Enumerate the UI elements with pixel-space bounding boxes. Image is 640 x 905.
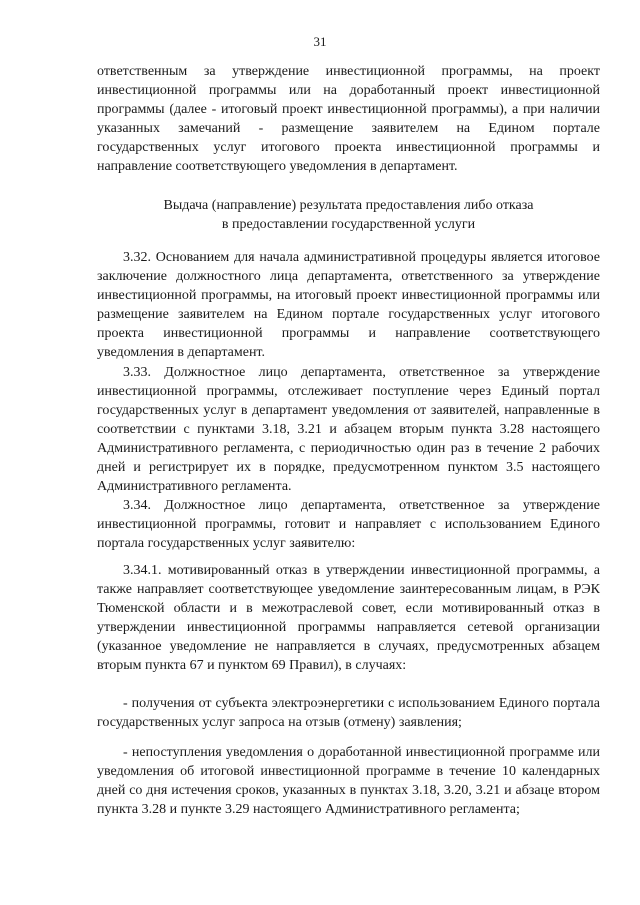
section-heading: [97, 196, 600, 234]
section-heading-line-2: в предоставлении государственной услуги: [221, 217, 476, 232]
paragraph-3-34: 3.34. Должностное лицо департамента, ответственное за утверждение инвестиционной программы, готовит и направляет с использованием Единого портала государственных услуг заявителю:: [97, 498, 600, 551]
paragraph-3-32: 3.32. Основанием для начала административной процедуры является итоговое заключение должностного лица департамента, ответственного за утверждение инвестиционной программы, на итоговый проект инвестиционной программы или размещение заявителем на Едином портале государственных услуг итогового проекта инвестиционной программы и направление соответствующего уведомления в департамент.: [97, 250, 600, 360]
paragraph-bullet-1: - получения от субъекта электроэнергетики с использованием Единого портала государственных услуг запроса на отзыв (отмену) заявления;: [97, 696, 600, 730]
section-heading-line-1: Выдача (направление) результата предоставления либо отказа: [163, 198, 534, 213]
paragraph-3-34-1: 3.34.1. мотивированный отказ в утверждении инвестиционной программы, а также направляет соответствующее уведомление заинтересованным лицам, в РЭК Тюменской области и в межотраслевой совет, если мотивированный отказ в утверждении инвестиционной программы направляется сетевой организации (указанное уведомление не направляется в случаях, предусмотренных абзацем вторым пункта 67 и пунктом 69 Правил), в случаях:: [97, 563, 600, 673]
paragraph-bullet-2: - непоступления уведомления о доработанной инвестиционной программе или уведомления об итоговой инвестиционной программе в течение 10 календарных дней со дня истечения сроков, указанных в пунктах 3.18, 3.20, 3.21 и абзаце втором пункта 3.28 и пункте 3.29 настоящего Административного регламента;: [97, 745, 600, 817]
page-number: 31: [313, 34, 327, 49]
paragraph-intro: ответственным за утверждение инвестиционной программы, на проект инвестиционной программы или на доработанный проект инвестиционной программы (далее - итоговый проект инвестиционной программы), а при наличии указанных замечаний - размещение заявителем на Едином портале государственных услуг итогового проекта инвестиционной программы и направление соответствующего уведомления в департамент.: [97, 64, 600, 174]
paragraph-3-33: 3.33. Должностное лицо департамента, ответственное за утверждение инвестиционной программы, отслеживает поступление через Единый портал государственных услуг в департамент уведомления от заявителей, направленные в соответствии с пунктами 3.18, 3.21 и абзацем вторым пункта 3.28 настоящего Административного регламента, с периодичностью один раз в течение 2 рабочих дней и регистрирует их в порядке, предусмотренном пунктом 3.5 настоящего Административного регламента.: [97, 365, 600, 494]
